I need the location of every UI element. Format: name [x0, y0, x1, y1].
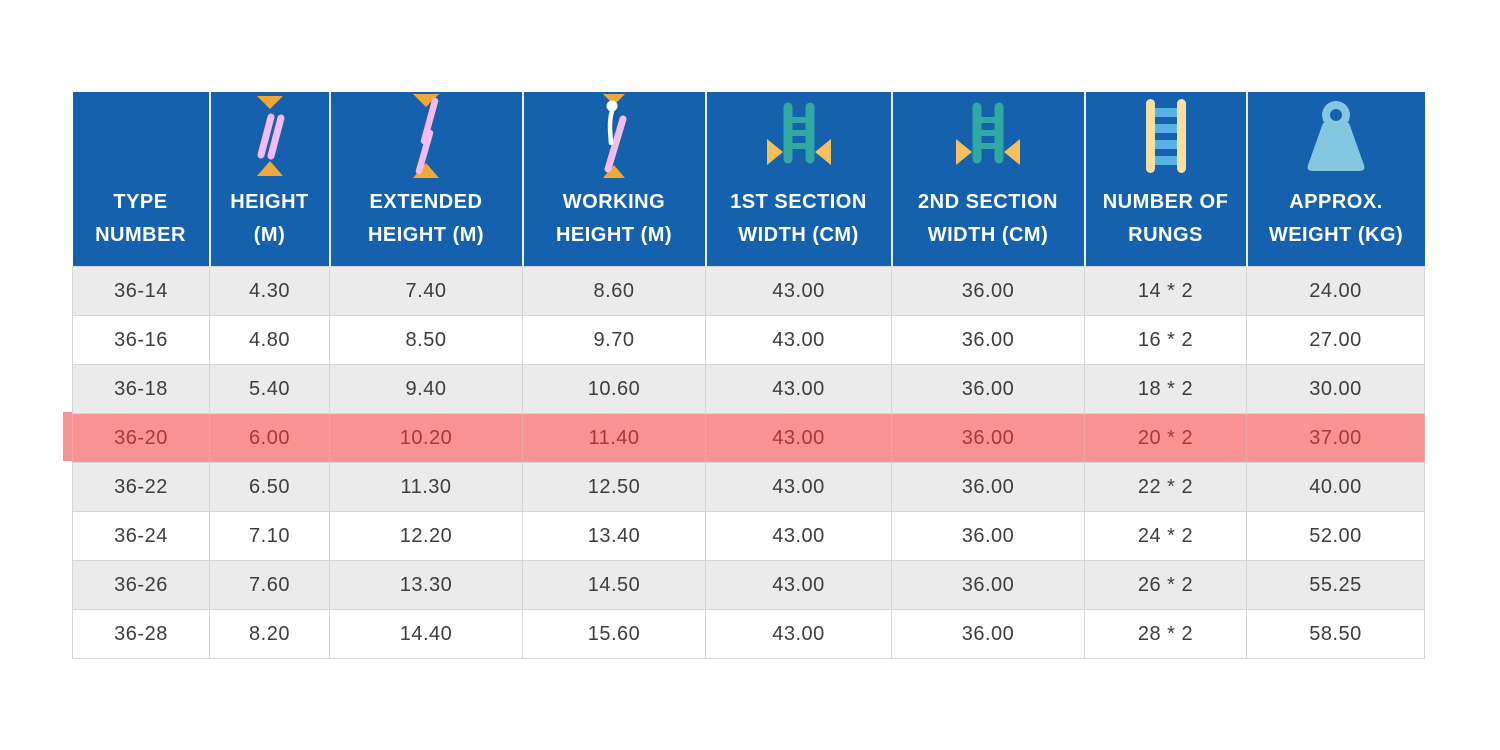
column-header-label: 1ST SECTION: [730, 191, 867, 213]
table-cell: 37.00: [1247, 414, 1425, 463]
table-cell: 12.50: [523, 463, 706, 512]
table-cell: 55.25: [1247, 561, 1425, 610]
table-cell: 36.00: [892, 610, 1085, 659]
rungs-ladder-icon: [1138, 92, 1194, 180]
table-cell: 36-20: [73, 414, 210, 463]
table-row: [73, 267, 1425, 316]
table-body: [73, 267, 1425, 659]
table-cell: 52.00: [1247, 512, 1425, 561]
section-width-icon: [759, 92, 839, 180]
table-cell: 7.40: [330, 267, 523, 316]
table-row: [73, 561, 1425, 610]
table-cell: 13.30: [330, 561, 523, 610]
column-header-label: HEIGHT (M): [555, 224, 673, 246]
column-header-approx-weight-kg: [1247, 92, 1425, 267]
column-header-label: WIDTH (CM): [738, 224, 859, 246]
column-header-height-m: [210, 92, 330, 267]
column-header-label: TYPE: [113, 191, 168, 213]
column-header-label: WORKING: [562, 191, 666, 213]
table-cell: 58.50: [1247, 610, 1425, 659]
table-cell: 27.00: [1247, 316, 1425, 365]
table-header: [73, 92, 1425, 267]
table-cell: 36-14: [73, 267, 210, 316]
table-cell: 4.80: [210, 316, 330, 365]
table-cell: 7.10: [210, 512, 330, 561]
table-cell: 16 * 2: [1085, 316, 1247, 365]
table-cell: 24.00: [1247, 267, 1425, 316]
column-header-label: 2ND SECTION: [918, 191, 1058, 213]
column-header-label: APPROX.: [1289, 191, 1383, 213]
table-cell: 43.00: [706, 561, 892, 610]
column-header-extended-height-m: [330, 92, 523, 267]
column-header-working-height-m: [523, 92, 706, 267]
closed-ladder-height-icon: [240, 92, 300, 180]
table-cell: 36-16: [73, 316, 210, 365]
table-cell: 36-28: [73, 610, 210, 659]
table-cell: 43.00: [706, 365, 892, 414]
ladder-spec-table: [72, 92, 1425, 659]
table-cell: 8.50: [330, 316, 523, 365]
column-header-2nd-section-width-cm: [892, 92, 1085, 267]
table-cell: 8.20: [210, 610, 330, 659]
table-cell: 11.30: [330, 463, 523, 512]
table-cell: 36.00: [892, 365, 1085, 414]
column-header-label: EXTENDED: [369, 191, 483, 213]
table-cell: 9.70: [523, 316, 706, 365]
column-header-number-of-rungs: [1085, 92, 1247, 267]
table-cell: 36-26: [73, 561, 210, 610]
working-height-icon: [584, 92, 644, 180]
table-cell: 36.00: [892, 512, 1085, 561]
column-header-1st-section-width-cm: [706, 92, 892, 267]
column-header-label: RUNGS: [1128, 224, 1203, 246]
section-width-icon: [948, 92, 1028, 180]
table-cell: 30.00: [1247, 365, 1425, 414]
table-cell: 7.60: [210, 561, 330, 610]
table-cell: 36-24: [73, 512, 210, 561]
table-cell: 43.00: [706, 414, 892, 463]
table-cell: 36-18: [73, 365, 210, 414]
table-cell: 11.40: [523, 414, 706, 463]
table-row: [73, 463, 1425, 512]
column-header-type-number: [73, 92, 210, 267]
table-cell: 22 * 2: [1085, 463, 1247, 512]
column-header-label: NUMBER OF: [1102, 191, 1229, 213]
table-cell: 43.00: [706, 316, 892, 365]
table-cell: 14.40: [330, 610, 523, 659]
table-cell: 14 * 2: [1085, 267, 1247, 316]
table-cell: 36.00: [892, 267, 1085, 316]
table-cell: 10.20: [330, 414, 523, 463]
table-cell: 9.40: [330, 365, 523, 414]
table-cell: 28 * 2: [1085, 610, 1247, 659]
table-cell: 43.00: [706, 512, 892, 561]
column-header-label: WEIGHT (KG): [1268, 224, 1404, 246]
header-row: [73, 92, 1425, 267]
table-cell: 6.00: [210, 414, 330, 463]
table-cell: 26 * 2: [1085, 561, 1247, 610]
table-cell: 10.60: [523, 365, 706, 414]
table-cell: 12.20: [330, 512, 523, 561]
table-cell: 4.30: [210, 267, 330, 316]
highlighted-table-row: [73, 414, 1425, 463]
table-cell: 36.00: [892, 316, 1085, 365]
table-cell: 15.60: [523, 610, 706, 659]
table-cell: 14.50: [523, 561, 706, 610]
table-row: [73, 316, 1425, 365]
table-cell: 20 * 2: [1085, 414, 1247, 463]
column-header-label: (M): [253, 224, 286, 246]
table-cell: 13.40: [523, 512, 706, 561]
table-cell: 6.50: [210, 463, 330, 512]
table-cell: 36.00: [892, 561, 1085, 610]
table-cell: 8.60: [523, 267, 706, 316]
table-cell: 36-22: [73, 463, 210, 512]
column-header-label: HEIGHT (M): [367, 224, 485, 246]
column-header-label: HEIGHT: [230, 191, 309, 213]
table-cell: 36.00: [892, 463, 1085, 512]
table-cell: 43.00: [706, 267, 892, 316]
table-cell: 36.00: [892, 414, 1085, 463]
table-cell: 40.00: [1247, 463, 1425, 512]
table-cell: 18 * 2: [1085, 365, 1247, 414]
table-row: [73, 365, 1425, 414]
table-row: [73, 512, 1425, 561]
table-cell: 24 * 2: [1085, 512, 1247, 561]
table-cell: 5.40: [210, 365, 330, 414]
column-header-label: WIDTH (CM): [927, 224, 1049, 246]
extended-ladder-height-icon: [396, 92, 456, 180]
table-row: [73, 610, 1425, 659]
column-header-label: NUMBER: [95, 224, 186, 246]
table-cell: 43.00: [706, 610, 892, 659]
table-cell: 43.00: [706, 463, 892, 512]
weight-icon: [1296, 92, 1376, 180]
